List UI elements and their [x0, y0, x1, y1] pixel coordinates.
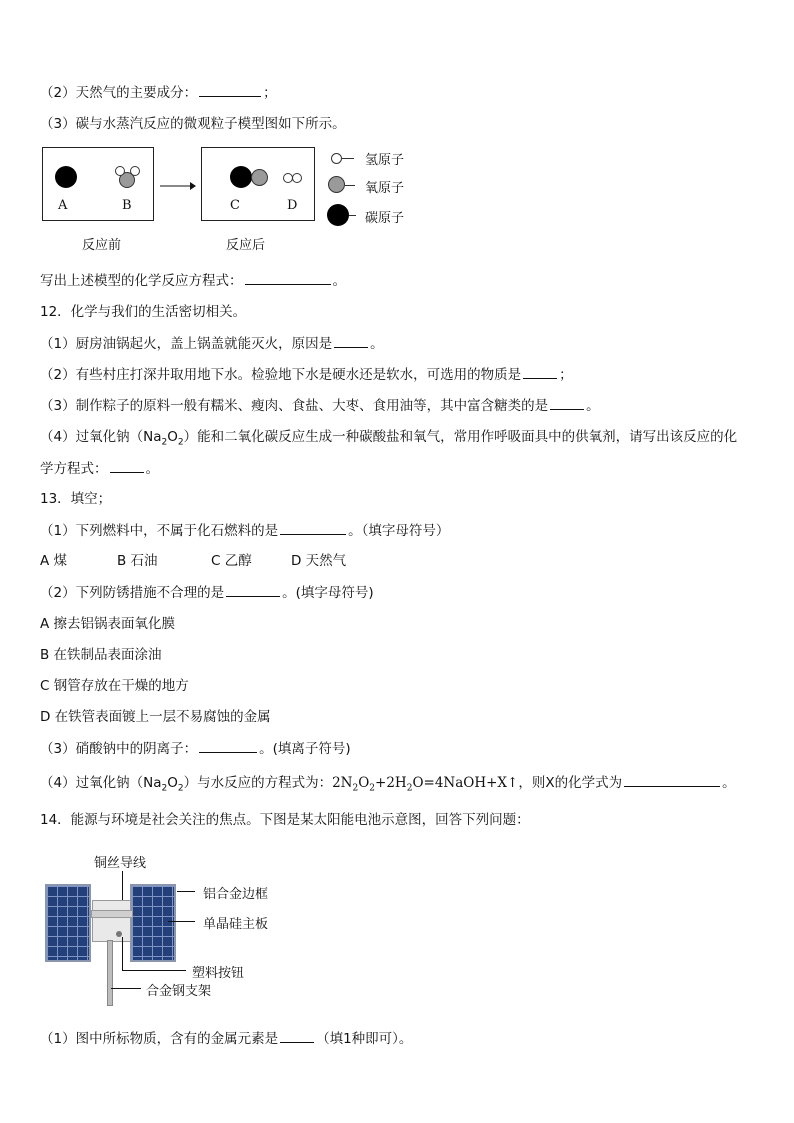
question-suffix: ；: [263, 85, 277, 101]
label-silicon: 单晶硅主板: [203, 917, 269, 932]
q11-part3: [40, 114, 346, 134]
question-text: （2）有些村庄打深井取用地下水。检验地下水是硬水还是软水，可选用的物质是: [40, 367, 522, 383]
legend-line: [345, 185, 355, 186]
q13-part4: [40, 772, 736, 799]
subscript: 2: [352, 783, 359, 794]
question-text: 写出上述模型的化学反应方程式：: [40, 273, 243, 289]
subscript: 2: [161, 437, 168, 448]
leader-line: [122, 970, 186, 971]
subscript: 2: [177, 783, 184, 794]
carbon-legend-icon: [327, 204, 349, 226]
question-suffix: 。: [370, 336, 384, 352]
answer-blank[interactable]: [245, 270, 331, 285]
subscript: 2: [406, 783, 413, 794]
question-text: 学方程式：: [40, 461, 108, 477]
equation-part: 2N: [332, 775, 353, 791]
label-B: B: [122, 198, 132, 213]
answer-blank[interactable]: [334, 333, 368, 348]
leader-line: [111, 988, 141, 989]
subscript: 2: [161, 783, 168, 794]
label-button: 塑料按钮: [192, 966, 245, 981]
question-text: ）与水反应的方程式为：: [183, 775, 333, 791]
answer-blank[interactable]: [624, 772, 720, 787]
question-title: 12．化学与我们的生活密切相关。: [40, 304, 247, 320]
chemical-equation: [332, 775, 519, 794]
legend-oxygen: 氧原子: [365, 181, 405, 196]
label-A: A: [58, 198, 68, 213]
answer-blank[interactable]: [280, 520, 346, 535]
question-suffix: 。: [332, 273, 346, 289]
q12-part1: [40, 333, 384, 354]
answer-blank[interactable]: [226, 582, 280, 597]
label-bracket: 合金钢支架: [146, 984, 212, 999]
answer-blank[interactable]: [550, 395, 584, 410]
q13-part2-option: A 擦去铝锅表面氧化膜: [40, 616, 176, 632]
q13-part1: [40, 520, 449, 541]
question-text: ，则X的化学式为: [518, 775, 623, 791]
equation-part: O: [358, 775, 370, 791]
q14-title: [40, 810, 530, 830]
question-text: （3）碳与水蒸汽反应的微观粒子模型图如下所示。: [40, 116, 346, 132]
question-text: ）能和二氧化碳反应生成一种碳酸盐和氧气，常用作呼吸面具中的供氧剂，请写出该反应的化: [183, 429, 738, 445]
question-suffix: 。: [145, 461, 159, 477]
leader-line: [122, 937, 123, 970]
oxygen-legend-icon: [328, 176, 345, 193]
leader-line: [168, 921, 195, 922]
subscript: 2: [369, 783, 376, 794]
question-text: O: [167, 775, 178, 791]
after-label: 反应后: [226, 238, 266, 253]
carbon-atom-A: [55, 166, 77, 188]
before-label: 反应前: [82, 238, 122, 253]
question-title: 13．填空；: [40, 491, 112, 507]
legend-line: [349, 215, 356, 216]
q14-part1: [40, 1028, 412, 1049]
question-text: （1）图中所标物质，含有的金属元素是: [40, 1031, 279, 1047]
answer-blank[interactable]: [110, 458, 144, 473]
equation-part: O=4NaOH+X↑: [412, 775, 519, 791]
junction-box: [92, 900, 131, 942]
question-suffix: 。: [722, 775, 736, 791]
carbon-atom-C: [230, 166, 252, 188]
question-text: （4）过氧化钠（Na: [40, 429, 162, 445]
q13-part2-option: B 在铁制品表面涂油: [40, 647, 162, 663]
hydrogen-atom-B1: [115, 166, 125, 176]
question-suffix: （填1种即可）。: [316, 1031, 413, 1047]
q13-part2: [40, 582, 374, 603]
q11-part2: [40, 82, 277, 103]
question-text: （4）过氧化钠（Na: [40, 775, 162, 791]
hydrogen-legend-icon: [331, 153, 342, 164]
question-suffix: 。（填字母符号）: [348, 523, 450, 539]
question-title: 14．能源与环境是社会关注的焦点。下图是某太阳能电池示意图，回答下列问题：: [40, 812, 530, 828]
legend-line: [342, 158, 354, 159]
hydrogen-atom-B2: [130, 166, 140, 176]
answer-blank[interactable]: [523, 364, 557, 379]
answer-blank[interactable]: [199, 82, 261, 97]
q11-write-equation: [40, 270, 346, 291]
q12-title: [40, 302, 246, 322]
question-suffix: ；: [559, 367, 573, 383]
left-solar-panel: [45, 884, 91, 962]
question-text: （3）硝酸钠中的阴离子：: [40, 741, 198, 757]
question-text: O: [167, 429, 178, 445]
q13-title: [40, 489, 111, 509]
question-text: （2）下列防锈措施不合理的是: [40, 585, 225, 601]
right-solar-panel: [130, 884, 176, 962]
equation-part: +2H: [375, 775, 407, 791]
question-text: （3）制作粽子的原料一般有糯米、瘦肉、食盐、大枣、食用油等，其中富含糖类的是: [40, 398, 549, 414]
legend-carbon: 碳原子: [365, 211, 405, 226]
label-D: D: [287, 198, 298, 213]
q13-part2-option: C 钢管存放在干燥的地方: [40, 678, 189, 694]
q13-part1-options: [40, 551, 346, 571]
question-suffix: 。(填字母符号): [282, 585, 374, 601]
q12-part2: [40, 364, 573, 385]
reaction-arrow: [160, 180, 196, 192]
legend-hydrogen: 氢原子: [365, 153, 405, 168]
option-item: D 天然气: [291, 553, 347, 569]
cross-bar: [91, 910, 133, 918]
leader-line: [177, 891, 195, 892]
q12-part4-line1: [40, 427, 737, 453]
label-frame: 铝合金边框: [203, 887, 269, 902]
q13-part2-option: D 在铁管表面镀上一层不易腐蚀的金属: [40, 709, 271, 725]
question-suffix: 。: [586, 398, 600, 414]
question-suffix: 。(填离子符号): [259, 741, 351, 757]
hydrogen-atom-D2: [292, 173, 302, 183]
q12-part4-line2: [40, 458, 159, 479]
answer-blank[interactable]: [280, 1028, 314, 1043]
q12-part3: [40, 395, 600, 416]
question-text: （1）下列燃料中，不属于化石燃料的是: [40, 523, 279, 539]
answer-blank[interactable]: [199, 738, 257, 753]
oxygen-atom-C: [251, 169, 268, 186]
steel-bracket: [107, 940, 113, 1006]
subscript: 2: [177, 437, 184, 448]
question-text: （1）厨房油锅起火，盖上锅盖就能灭火，原因是: [40, 336, 333, 352]
option-item: A 煤: [40, 553, 68, 569]
question-text: （2）天然气的主要成分：: [40, 85, 198, 101]
option-item: B 石油: [117, 553, 158, 569]
q13-part3: [40, 738, 351, 759]
option-item: C 乙醇: [211, 553, 252, 569]
label-C: C: [230, 198, 240, 213]
label-copper-wire: 铜丝导线: [94, 856, 147, 871]
